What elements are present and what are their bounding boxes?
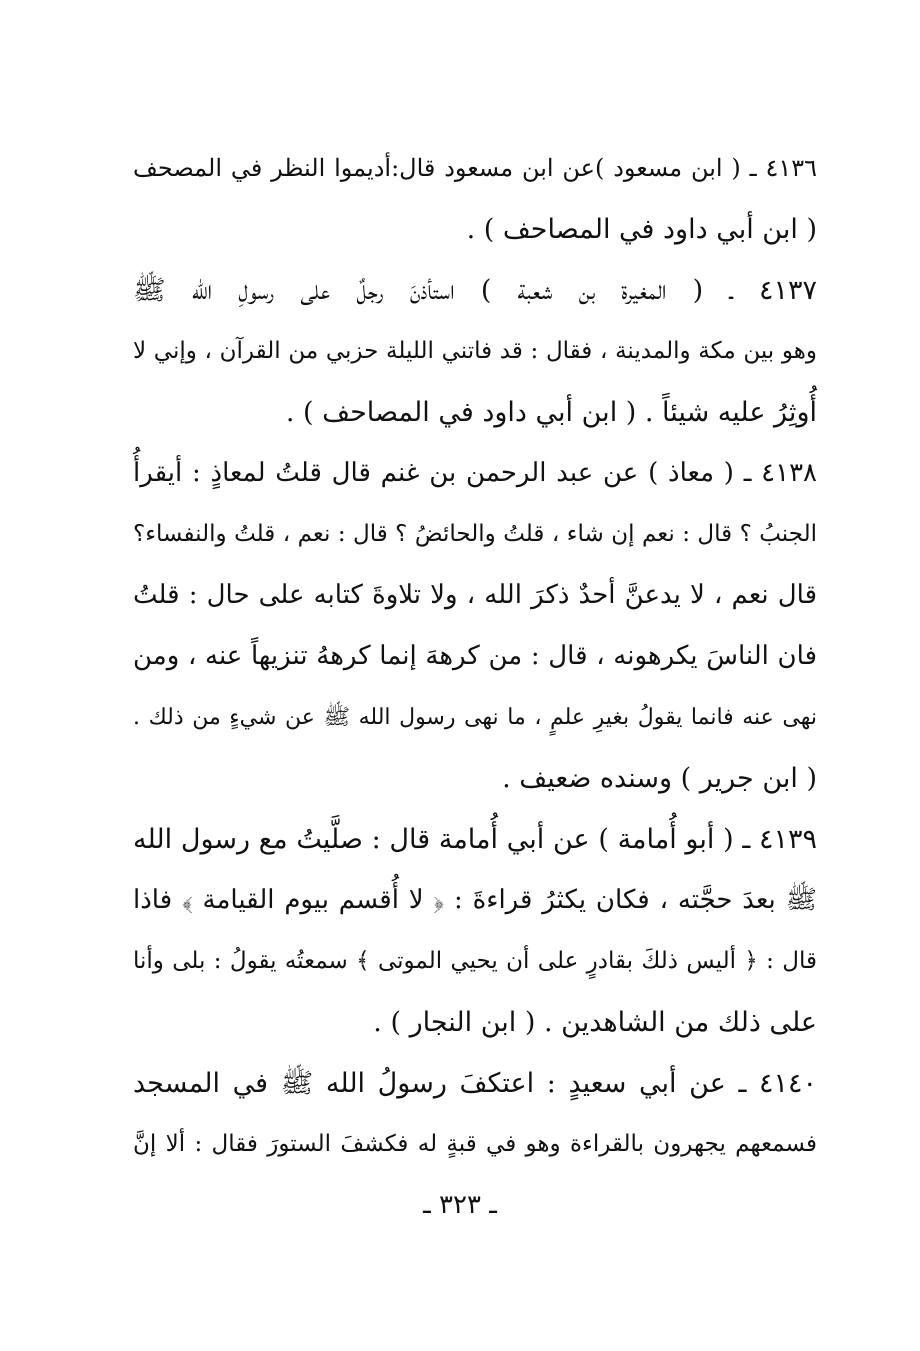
entry-4137 — [133, 260, 817, 443]
text-line: فان الناسَ يكرهونه ، قال : من كرههَ إنما كرههُ تنزيهاً عنه ، ومن — [133, 641, 817, 671]
text-line: ( ابن جرير ) وسنده ضعيف . — [502, 763, 817, 794]
text-line: وهو بين مكة والمدينة ، فقال : قد فاتني الليلة حزبي من القرآن ، وإني لا — [133, 338, 817, 364]
entry-4140 — [133, 1053, 817, 1175]
text-line: ٤١٣٨ ـ ( معاذ ) عن عبد الرحمن بن غنم قال قلتُ لمعاذٍ : أيقرأُ — [133, 458, 817, 488]
text-line: فسمعهم يجهرون بالقراءة وهو في قبةٍ له فكشفَ الستورَ فقال : ألا إنَّ — [133, 1131, 817, 1157]
entry-4136 — [133, 138, 817, 260]
text-line: قال : ﴿ أليس ذلكَ بقادرٍ على أن يحيي الموتى ﴾ سمعتُه يقولُ : بلى وأنا — [133, 948, 817, 974]
text-line: ٤١٣٧ ـ ( المغيرة بن شعبة ) استأذنَ رجلٌ على رسولِ الله ﷺ — [133, 275, 817, 306]
text-line: ﷺ بعدَ حجَّته ، فكان يكثرُ قراءةَ : ﴿ لا أُقسم بيوم القيامة ﴾ فاذا — [133, 885, 817, 915]
text-line: ٤١٣٩ ـ ( أبو أُمامة ) عن أبي أُمامة قال : صلَّيتُ مع رسول الله — [133, 824, 817, 855]
text-line: على ذلك من الشاهدين . ( ابن النجار ) . — [373, 1007, 817, 1038]
text-line: أُوثِرُ عليه شيئاً . ( ابن أبي داود في المصاحف ) . — [285, 397, 817, 428]
entry-4138 — [133, 443, 817, 809]
text-line: قال نعم ، لا يدعنَّ أحدٌ ذكرَ الله ، ولا تلاوةَ كتابه على حال : قلتُ — [133, 580, 817, 610]
text-line: نهى عنه فانما يقولُ بغيرِ علمٍ ، ما نهى رسول الله ﷺ عن شيءٍ من ذلك . — [133, 705, 817, 730]
page-body — [133, 138, 817, 1175]
text-line: ( ابن أبي داود في المصاحف ) . — [466, 214, 817, 245]
page-number: ـ ٣٢٣ ـ — [423, 1190, 497, 1220]
entry-4139 — [133, 809, 817, 1053]
text-line: ٤١٣٦ ـ ( ابن مسعود )عن ابن مسعود قال:أديموا النظر في المصحف — [133, 154, 817, 182]
text-line: الجنبُ ؟ قال : نعم إن شاء ، قلتُ والحائضُ ؟ قال : نعم ، قلتُ والنفساء؟ — [133, 521, 817, 547]
text-line: ٤١٤٠ ـ عن أبي سعيدٍ : اعتكفَ رسولُ الله ﷺ في المسجد — [133, 1068, 817, 1099]
